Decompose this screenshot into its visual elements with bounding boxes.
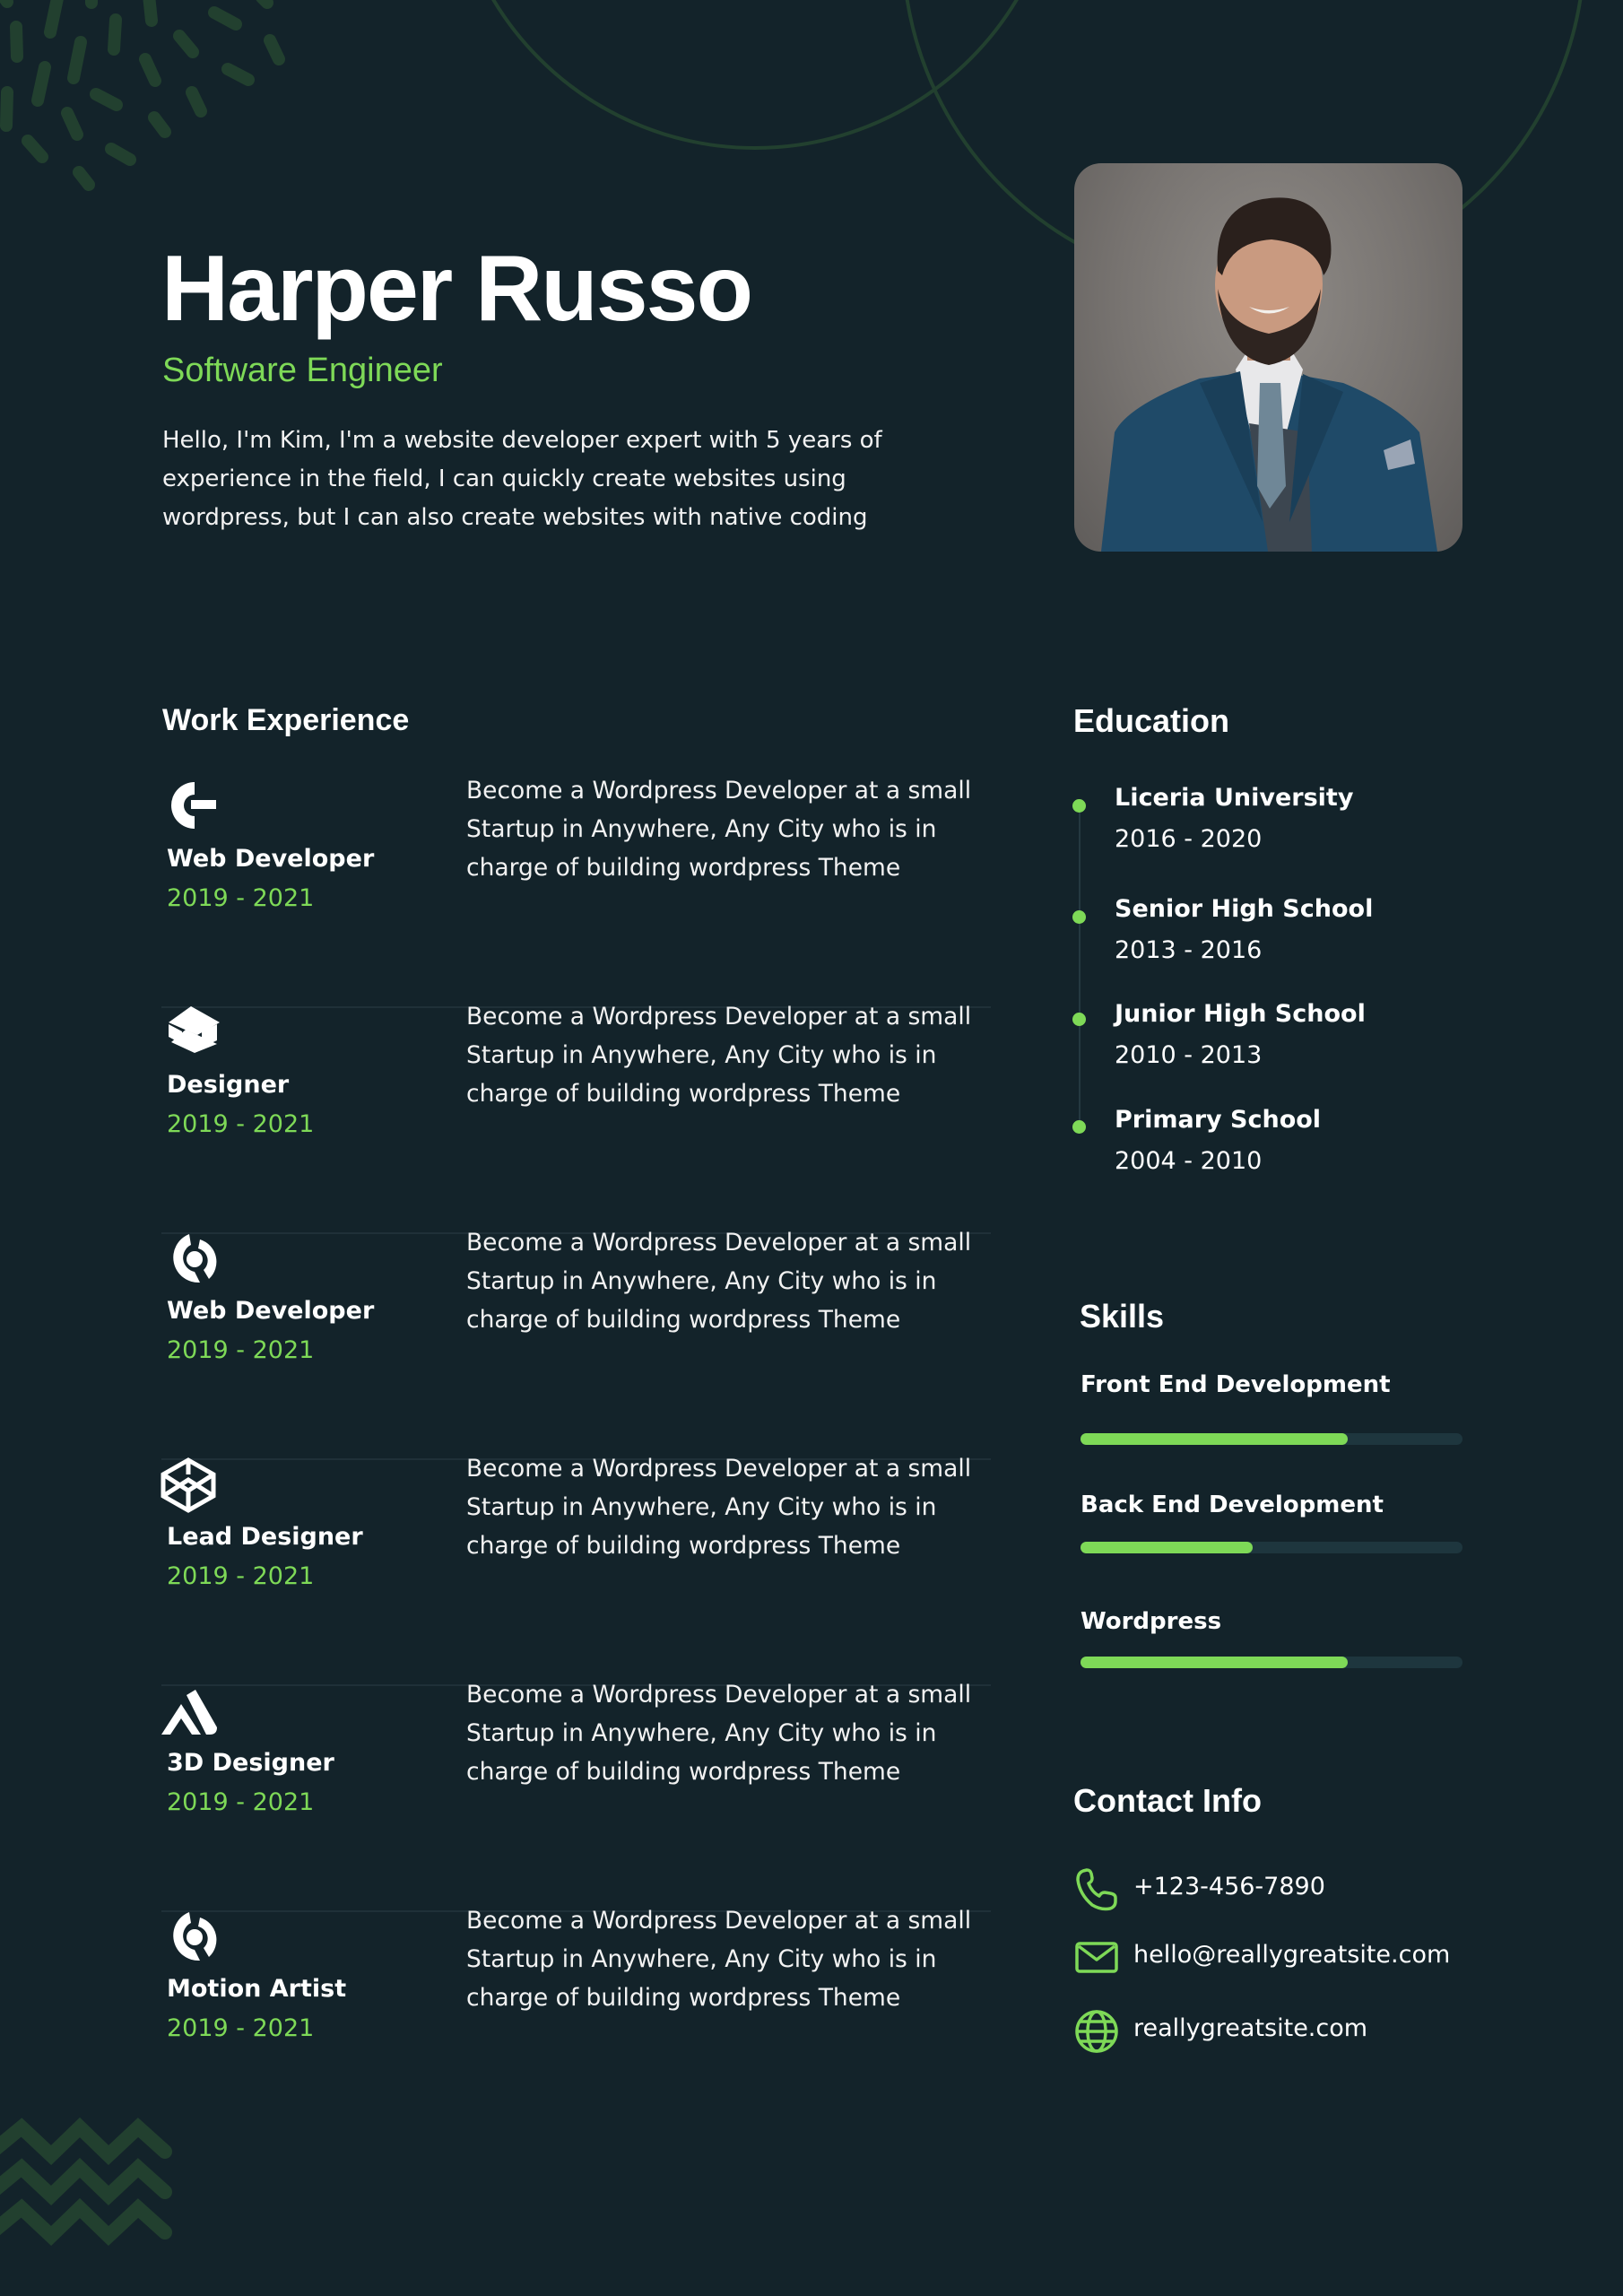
education-school: Liceria University <box>1115 784 1354 812</box>
timeline-dot <box>1072 1120 1086 1134</box>
globe-icon <box>1074 2009 1119 2054</box>
website-url: reallygreatsite.com <box>1133 2014 1368 2042</box>
timeline-dot <box>1072 799 1086 813</box>
work-item <box>161 1457 991 1683</box>
education-title: Education <box>1073 702 1230 739</box>
skill-item <box>1081 1371 1462 1398</box>
work-title: Web Developer <box>167 845 375 873</box>
work-years: 2019 - 2021 <box>167 1788 315 1816</box>
email-address: hello@reallygreatsite.com <box>1133 1941 1451 1969</box>
skill-item <box>1081 1492 1462 1518</box>
work-title: Lead Designer <box>167 1523 363 1551</box>
timeline-line <box>1079 804 1081 1126</box>
education-school: Primary School <box>1115 1106 1322 1134</box>
work-years: 2019 - 2021 <box>167 1336 315 1364</box>
education-years: 2010 - 2013 <box>1115 1041 1263 1069</box>
person-portrait-icon <box>1074 163 1462 552</box>
timeline-dot <box>1072 1013 1086 1026</box>
skill-item <box>1081 1608 1462 1635</box>
intro-paragraph: Hello, I'm Kim, I'm a website developer expert with 5 years of experience in the field, I can quickly create websites using wordpress, but I can also create websites with native coding <box>162 427 882 531</box>
person-name: Harper Russo <box>161 237 751 341</box>
work-experience-title: Work Experience <box>162 703 410 737</box>
work-years: 2019 - 2021 <box>167 1110 315 1138</box>
education-years: 2004 - 2010 <box>1115 1147 1263 1175</box>
work-title: 3D Designer <box>167 1749 334 1777</box>
hexagon-cube-logo-icon <box>164 1004 221 1062</box>
work-item <box>161 1909 991 2135</box>
timeline-dot <box>1072 910 1086 924</box>
g-logo-icon <box>164 778 221 836</box>
skill-label: Front End Development <box>1081 1371 1391 1398</box>
skill-progress-bar <box>1081 1542 1462 1553</box>
codepen-cube-logo-icon <box>160 1457 217 1514</box>
work-description: Become a Wordpress Developer at a small Startup in Anywhere, Any City who is in charge of building wordpress Theme <box>466 1681 972 1786</box>
work-years: 2019 - 2021 <box>167 884 315 912</box>
work-description: Become a Wordpress Developer at a small Startup in Anywhere, Any City who is in charge of building wordpress Theme <box>466 1229 972 1334</box>
circle-target-logo-icon <box>164 1909 221 1966</box>
work-description: Become a Wordpress Developer at a small Startup in Anywhere, Any City who is in charge of building wordpress Theme <box>466 1455 972 1560</box>
phone-number: +123-456-7890 <box>1133 1873 1325 1900</box>
mountain-peaks-logo-icon <box>160 1683 217 1740</box>
profile-photo <box>1074 163 1462 552</box>
work-title: Designer <box>167 1071 290 1099</box>
skill-progress-fill <box>1081 1657 1348 1668</box>
email-icon <box>1074 1935 1119 1980</box>
work-years: 2019 - 2021 <box>167 2014 315 2042</box>
work-title: Web Developer <box>167 1297 375 1325</box>
work-item <box>161 778 991 1004</box>
work-description: Become a Wordpress Developer at a small Startup in Anywhere, Any City who is in charge of building wordpress Theme <box>466 777 972 882</box>
work-item <box>161 1683 991 1909</box>
education-school: Senior High School <box>1115 895 1374 923</box>
zigzag-decoration <box>0 2112 179 2247</box>
skills-title: Skills <box>1080 1298 1165 1335</box>
education-years: 2013 - 2016 <box>1115 936 1263 964</box>
skill-progress-bar <box>1081 1657 1462 1668</box>
skill-progress-fill <box>1081 1433 1348 1445</box>
work-description: Become a Wordpress Developer at a small Startup in Anywhere, Any City who is in charge of building wordpress Theme <box>466 1003 972 1108</box>
work-item <box>161 1004 991 1231</box>
education-years: 2016 - 2020 <box>1115 825 1263 853</box>
circle-target-logo-icon <box>164 1231 221 1288</box>
phone-icon <box>1074 1867 1119 1912</box>
work-item <box>161 1231 991 1457</box>
education-school: Junior High School <box>1115 1000 1366 1028</box>
skill-label: Wordpress <box>1081 1608 1222 1635</box>
skill-progress-fill <box>1081 1542 1253 1553</box>
skill-label: Back End Development <box>1081 1492 1384 1518</box>
job-role: Software Engineer <box>162 352 443 389</box>
skill-progress-bar <box>1081 1433 1462 1445</box>
work-years: 2019 - 2021 <box>167 1562 315 1590</box>
work-title: Motion Artist <box>167 1975 347 2003</box>
work-description: Become a Wordpress Developer at a small Startup in Anywhere, Any City who is in charge of building wordpress Theme <box>466 1907 972 2012</box>
dash-pattern-decoration <box>0 0 341 206</box>
contact-title: Contact Info <box>1073 1782 1262 1819</box>
